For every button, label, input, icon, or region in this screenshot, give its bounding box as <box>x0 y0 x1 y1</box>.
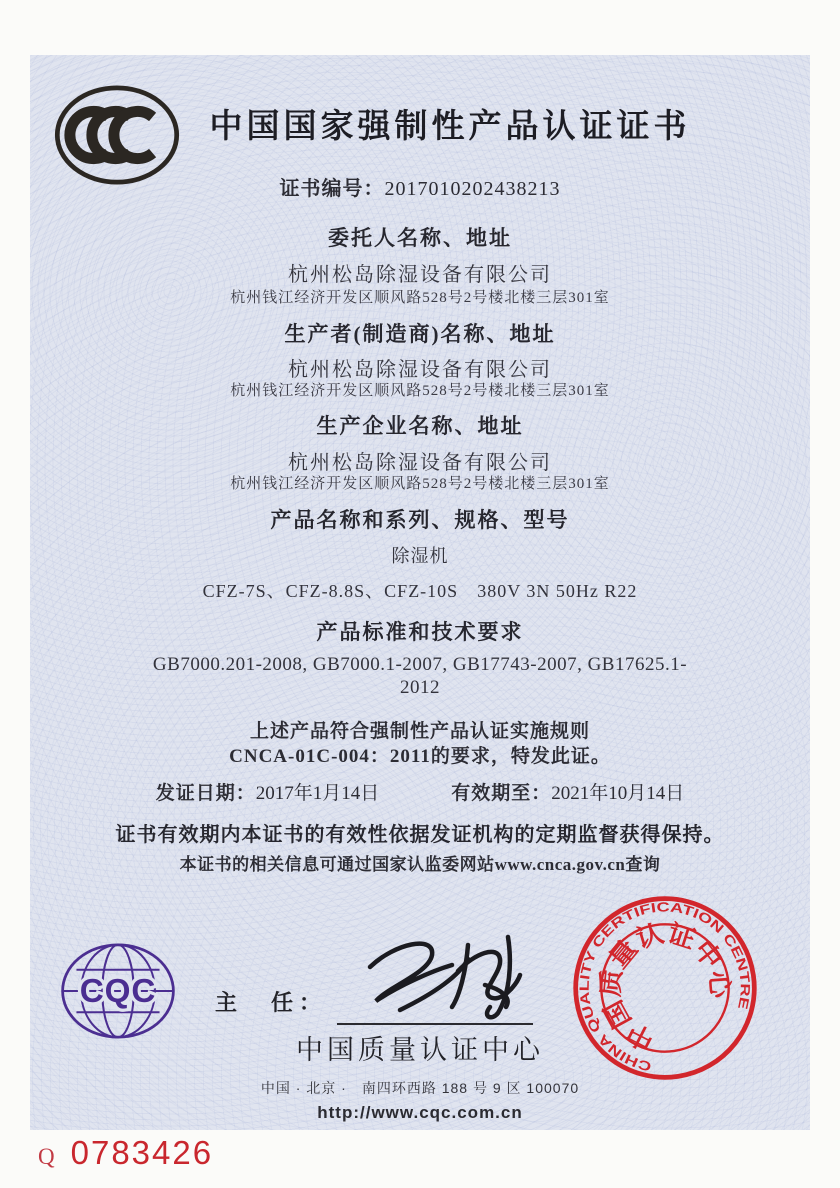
director-label: 主 任： <box>215 990 328 1015</box>
standards-line-2: 2012 <box>400 677 440 698</box>
seal-chinese-text: 中国质量认证中心 <box>595 918 735 1056</box>
issue-date-label: 发证日期： <box>155 783 256 804</box>
director-signature <box>340 915 555 1027</box>
seal-english-text: CHINA QUALITY CERTIFICATION CENTRE <box>576 899 753 1075</box>
serial-prefix: Q <box>38 1144 55 1169</box>
producer-address: 杭州钱江经济开发区顺风路528号2号楼北楼三层301室 <box>230 383 610 399</box>
expiry-date-label: 有效期至： <box>451 783 552 804</box>
compliance-line-1: 上述产品符合强制性产品认证实施规则 <box>249 721 590 742</box>
issuing-org-name: 中国质量认证中心 <box>296 1035 544 1065</box>
producer-name: 杭州松岛除湿设备有限公司 <box>288 359 552 381</box>
expiry-date-group <box>451 778 684 805</box>
cqc-logo-text: CQC <box>79 973 157 1011</box>
standards-heading: 产品标准和技术要求 <box>316 620 524 644</box>
validity-note: 证书有效期内本证书的有效性依据发证机构的定期监督获得保持。 <box>115 824 725 846</box>
issuing-org-address: 中国 · 北京 · 南四环西路 188 号 9 区 100070 <box>260 1080 580 1096</box>
applicant-address: 杭州钱江经济开发区顺风路528号2号楼北楼三层301室 <box>230 290 610 306</box>
product-heading: 产品名称和系列、规格、型号 <box>270 508 570 532</box>
producer-heading: 生产者(制造商)名称、地址 <box>284 322 556 346</box>
serial-number-row <box>38 1134 213 1172</box>
cqc-seal-stamp <box>570 893 760 1083</box>
factory-heading: 生产企业名称、地址 <box>316 414 524 438</box>
certificate-number-label: 证书编号： <box>279 178 385 200</box>
applicant-name: 杭州松岛除湿设备有限公司 <box>288 264 552 286</box>
product-models: CFZ-7S、CFZ-8.8S、CFZ-10S 380V 3N 50Hz R22 <box>202 581 638 601</box>
signature-line <box>337 1023 533 1025</box>
certificate-number-row <box>30 172 810 201</box>
factory-address: 杭州钱江经济开发区顺风路528号2号楼北楼三层301室 <box>230 476 610 492</box>
expiry-date-value: 2021年10月14日 <box>551 783 685 804</box>
standards-line-1: GB7000.201-2008, GB7000.1-2007, GB17743-2007, GB17625.1- <box>152 654 688 675</box>
lookup-note: 本证书的相关信息可通过国家认监委网站www.cnca.gov.cn查询 <box>179 855 661 874</box>
serial-number: 0783426 <box>70 1134 214 1171</box>
dates-row <box>30 778 810 805</box>
issue-date-group <box>156 778 380 805</box>
applicant-heading: 委托人名称、地址 <box>328 226 512 250</box>
product-name: 除湿机 <box>391 546 449 566</box>
issue-date-value: 2017年1月14日 <box>255 783 380 804</box>
issuing-org-website: http://www.cqc.com.cn <box>317 1103 523 1122</box>
factory-name: 杭州松岛除湿设备有限公司 <box>288 452 552 474</box>
cqc-logo-icon <box>58 936 178 1046</box>
certificate-title: 中国国家强制性产品认证证书 <box>209 107 691 144</box>
compliance-line-2: CNCA-01C-004：2011的要求，特发此证。 <box>229 746 611 767</box>
certificate-number-value: 2017010202438213 <box>384 178 561 200</box>
